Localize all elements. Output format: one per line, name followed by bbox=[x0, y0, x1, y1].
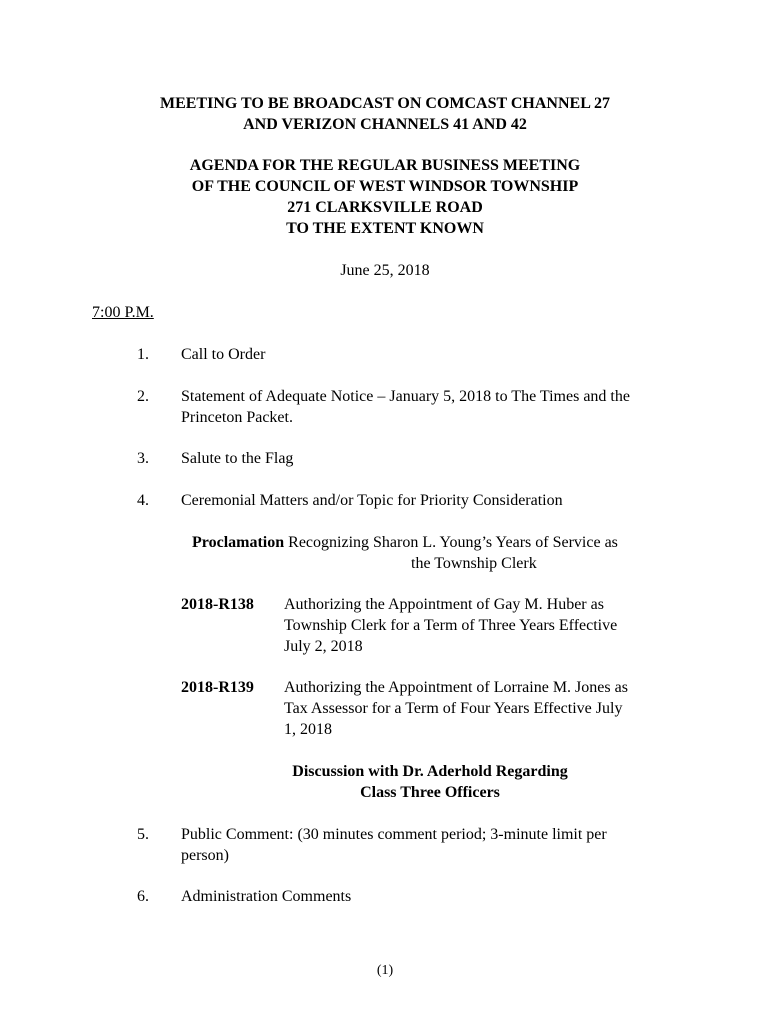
resolution-text: 1, 2018 bbox=[284, 721, 332, 738]
item-number: 2. bbox=[137, 388, 149, 405]
broadcast-line-2: AND VERIZON CHANNELS 41 AND 42 bbox=[243, 116, 527, 133]
item-number: 6. bbox=[137, 888, 149, 905]
resolution-text: Authorizing the Appointment of Gay M. Huber as bbox=[284, 596, 604, 613]
item-text: Call to Order bbox=[181, 346, 266, 363]
resolution-code: 2018-R139 bbox=[181, 679, 254, 696]
item-text: Public Comment: (30 minutes comment period; 3-minute limit per bbox=[181, 826, 607, 843]
meeting-date: June 25, 2018 bbox=[340, 262, 430, 279]
resolution-text: July 2, 2018 bbox=[284, 638, 363, 655]
proclamation-label: Proclamation bbox=[192, 534, 285, 551]
proclamation-line-2: the Township Clerk bbox=[411, 555, 537, 572]
item-number: 5. bbox=[137, 826, 149, 843]
agenda-title-line-2: OF THE COUNCIL OF WEST WINDSOR TOWNSHIP bbox=[191, 178, 579, 195]
item-text: Statement of Adequate Notice – January 5, 2018 to The Times and the bbox=[181, 388, 630, 405]
item-text: Salute to the Flag bbox=[181, 450, 294, 467]
agenda-title-line-1: AGENDA FOR THE REGULAR BUSINESS MEETING bbox=[189, 157, 581, 174]
discussion-line-2: Class Three Officers bbox=[360, 784, 500, 801]
item-number: 3. bbox=[137, 450, 149, 467]
meeting-time: 7:00 P.M. bbox=[92, 304, 154, 321]
resolution-text: Tax Assessor for a Term of Four Years Effective July bbox=[284, 700, 623, 717]
item-number: 4. bbox=[137, 492, 149, 509]
agenda-title-line-4: TO THE EXTENT KNOWN bbox=[286, 220, 484, 237]
item-text: person) bbox=[181, 847, 229, 864]
agenda-address: 271 CLARKSVILLE ROAD bbox=[287, 199, 483, 216]
item-number: 1. bbox=[137, 346, 149, 363]
broadcast-line-1: MEETING TO BE BROADCAST ON COMCAST CHANNEL 27 bbox=[159, 95, 610, 112]
item-text: Ceremonial Matters and/or Topic for Priority Consideration bbox=[181, 492, 563, 509]
proclamation-line-1 bbox=[192, 532, 618, 553]
page-number: (1) bbox=[376, 963, 394, 978]
resolution-text: Authorizing the Appointment of Lorraine M. Jones as bbox=[284, 679, 628, 696]
resolution-text: Township Clerk for a Term of Three Years Effective bbox=[284, 617, 618, 634]
resolution-code: 2018-R138 bbox=[181, 596, 254, 613]
item-text: Princeton Packet. bbox=[181, 409, 293, 426]
item-text: Administration Comments bbox=[181, 888, 352, 905]
discussion-line-1: Discussion with Dr. Aderhold Regarding bbox=[292, 763, 568, 780]
proclamation-text: Recognizing Sharon L. Young’s Years of Service as bbox=[284, 534, 618, 551]
